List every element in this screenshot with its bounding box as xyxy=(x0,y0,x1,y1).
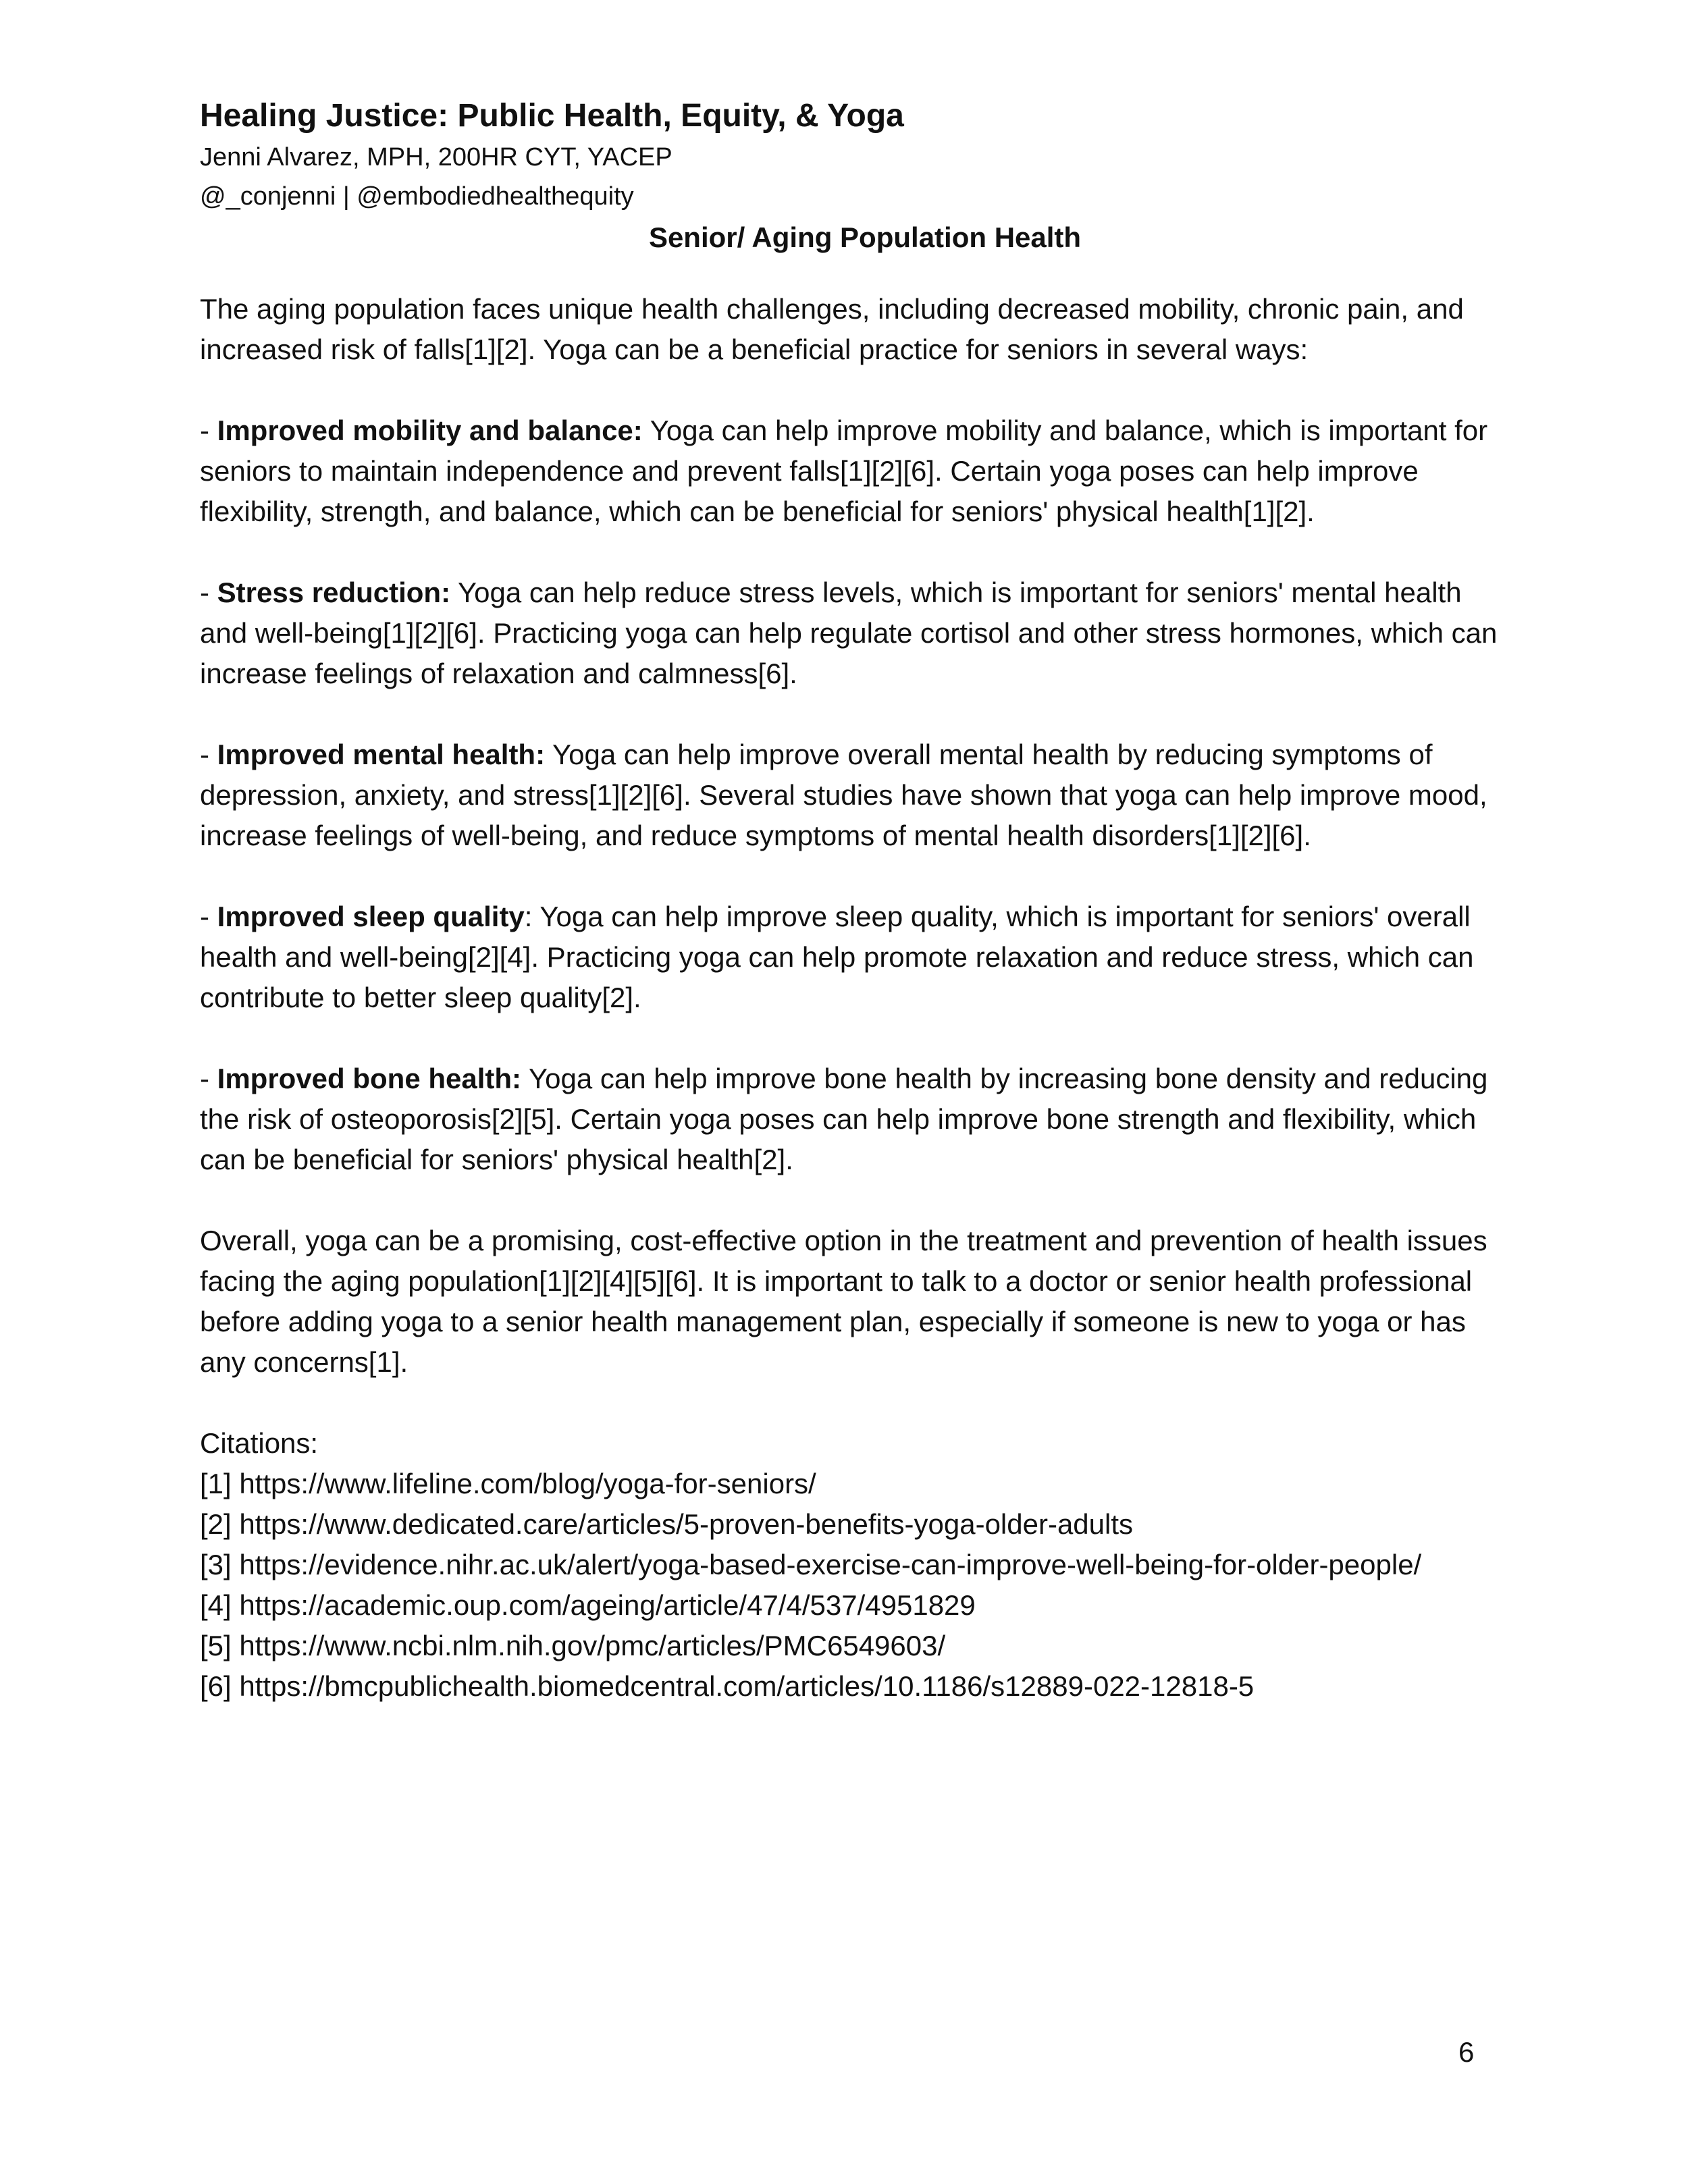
citation-link[interactable]: [5] https://www.ncbi.nlm.nih.gov/pmc/articles/PMC6549603/ xyxy=(200,1630,946,1661)
benefit-paragraph-sleep xyxy=(200,897,1503,1018)
benefit-paragraph-stress xyxy=(200,572,1503,694)
document-page xyxy=(200,95,1503,1707)
overall-paragraph: Overall, yoga can be a promising, cost-effective option in the treatment and prevention of health issues facing the aging population[1][2][4][5][6]. It is important to talk to a doctor or senior health professional before adding yoga to a senior health management plan, especially if someone is new to yoga or has any concerns[1]. xyxy=(200,1225,1487,1378)
citation-link[interactable]: [1] https://www.lifeline.com/blog/yoga-for-seniors/ xyxy=(200,1468,816,1499)
benefit-text: : Yoga can help improve sleep quality, which is important for seniors' overall health and well-being[2][4]. Practicing yoga can help promote relaxation and reduce stress, which can contribute to better sleep quality[2]. xyxy=(200,901,1474,1013)
benefit-prefix: - xyxy=(200,739,217,770)
benefit-heading: Improved sleep quality xyxy=(217,901,525,932)
benefit-text: Yoga can help reduce stress levels, which is important for seniors' mental health and well-being[1][2][6]. Practicing yoga can help regulate cortisol and other stress hormones, which can increase feelings of relaxation and calmness[6]. xyxy=(200,577,1498,689)
benefit-text: Yoga can help improve overall mental health by reducing symptoms of depression, anxiety, and stress[1][2][6]. Several studies have shown that yoga can help improve mood, increase feelings of well-being, and reduce symptoms of mental health disorders[1][2][6]. xyxy=(200,739,1487,851)
benefit-prefix: - xyxy=(200,577,217,608)
benefit-heading: Improved bone health: xyxy=(217,1063,522,1094)
benefit-text: Yoga can help improve mobility and balance, which is important for seniors to maintain independence and prevent falls[1][2][6]. Certain yoga poses can help improve flexibility, strength, and balance, which can be beneficial for seniors' physical health[1][2]. xyxy=(200,415,1488,527)
benefit-paragraph-mental-health xyxy=(200,735,1503,856)
citation-link[interactable]: [4] https://academic.oup.com/ageing/article/47/4/537/4951829 xyxy=(200,1589,976,1621)
benefit-text: Yoga can help improve bone health by increasing bone density and reducing the risk of osteoporosis[2][5]. Certain yoga poses can help improve bone strength and flexibility, which can be beneficial for seniors' physical health[2]. xyxy=(200,1063,1488,1175)
section-title: Senior/ Aging Population Health xyxy=(648,221,1082,253)
benefit-heading: Improved mental health: xyxy=(217,739,546,770)
benefit-heading: Stress reduction: xyxy=(217,577,451,608)
benefit-prefix: - xyxy=(200,901,217,932)
benefit-heading: Improved mobility and balance: xyxy=(217,415,643,446)
social-handles: @_conjenni | @embodiedhealthequity xyxy=(200,182,634,211)
benefit-prefix: - xyxy=(200,415,217,446)
benefit-paragraph-mobility xyxy=(200,410,1503,532)
citations-label: Citations: xyxy=(200,1427,319,1459)
benefit-prefix: - xyxy=(200,1063,217,1094)
author-line: Jenni Alvarez, MPH, 200HR CYT, YACEP xyxy=(200,143,672,171)
benefit-paragraph-bone-health xyxy=(200,1059,1503,1180)
document-title: Healing Justice: Public Health, Equity, & Yoga xyxy=(200,98,904,134)
citation-link[interactable]: [3] https://evidence.nihr.ac.uk/alert/yoga-based-exercise-can-improve-well-being-for-older-people/ xyxy=(200,1549,1422,1580)
page-number: 6 xyxy=(1458,2036,1475,2068)
intro-paragraph: The aging population faces unique health challenges, including decreased mobility, chronic pain, and increased risk of falls[1][2]. Yoga can be a beneficial practice for seniors in several ways: xyxy=(200,293,1464,365)
citation-link[interactable]: [6] https://bmcpublichealth.biomedcentral.com/articles/10.1186/s12889-022-12818-5 xyxy=(200,1670,1255,1702)
citations-list xyxy=(200,1423,1503,1707)
citation-link[interactable]: [2] https://www.dedicated.care/articles/5-proven-benefits-yoga-older-adults xyxy=(200,1508,1134,1540)
